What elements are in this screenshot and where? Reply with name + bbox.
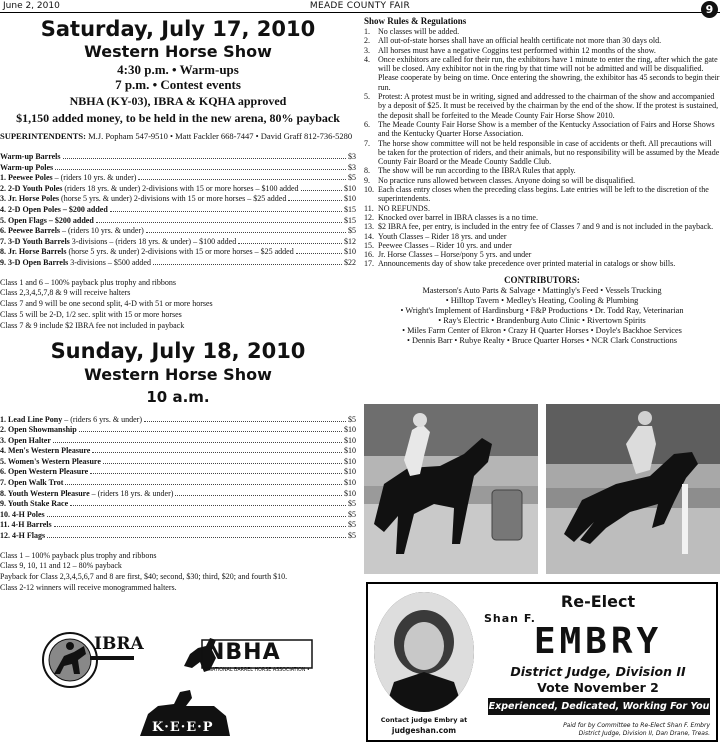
sunday-show-title: Western Horse Show	[84, 364, 272, 384]
page-header	[0, 0, 720, 13]
event-note: – (riders 6 yrs. & under)	[62, 414, 142, 424]
contributors-list	[364, 286, 720, 346]
rule-number: 17.	[364, 259, 374, 269]
event-title: 3. Open Halter	[0, 435, 51, 445]
superintendents-names: M.J. Popham 547-9510 • Matt Fackler 668-7447 • David Graff 812-736-5280	[88, 131, 353, 141]
event-title: Warm-up Barrels	[0, 152, 61, 161]
event-row	[0, 205, 356, 216]
event-fee: $10	[344, 194, 356, 204]
event-title: 6. Open Western Pleasure	[0, 467, 89, 477]
event-name	[0, 184, 299, 195]
event-title: 5. Open Flags – $200 added	[0, 215, 94, 225]
keep-logo	[134, 684, 234, 740]
rule-number: 3.	[364, 45, 370, 55]
contributor-line: • Dennis Barr • Rubye Realty • Bruce Quarter Horses • NCR Clark Constructions	[407, 335, 677, 345]
event-fee: $15	[344, 204, 356, 214]
event-row	[0, 163, 356, 174]
event-row	[0, 436, 356, 447]
rule-number: 9.	[364, 175, 370, 185]
event-row	[0, 237, 356, 248]
event-fee: $5	[348, 226, 356, 236]
ad-vote-date: Vote November 2	[537, 680, 659, 695]
embry-campaign-ad	[366, 582, 718, 742]
note-line: Class 9, 10, 11 and 12 – 80% payback	[0, 561, 122, 571]
rule-text: All out-of-state horses shall have an official health certificate not more than 30 days old.	[378, 36, 662, 46]
rule-number: 13.	[364, 222, 374, 232]
rule-item	[364, 55, 720, 92]
event-name	[0, 520, 52, 531]
event-row	[0, 226, 356, 237]
event-row	[0, 216, 356, 227]
ad-first-name: Shan F.	[484, 612, 536, 625]
event-title: 10. 4-H Poles	[0, 509, 45, 519]
event-title: 3. Jr. Horse Poles	[0, 194, 60, 204]
ibra-logo	[40, 626, 144, 690]
rule-item	[364, 213, 720, 222]
event-title: Warm-up Poles	[0, 162, 54, 172]
event-name	[0, 510, 45, 521]
rule-text: Protest: A protest must be in writing, signed and addressed to the chairman of the show and accompanied by a deposit of $25. It must be received by the chairman by the end of the show. If the protest is sustained, the deposit shall be forfeited to the Meade County Fair Horse Show 2010.	[378, 92, 719, 120]
event-name	[0, 425, 77, 436]
event-name	[0, 499, 68, 510]
rule-item	[364, 241, 720, 250]
rule-text: Peewee Classes – Rider 10 yrs. and under	[378, 240, 512, 250]
event-title: 2. 2-D Youth Poles	[0, 183, 63, 193]
sunday-time: 10 a.m.	[146, 387, 210, 406]
event-row	[0, 489, 356, 500]
event-name	[0, 258, 151, 269]
event-note: – (riders 10 yrs. & under)	[52, 173, 137, 183]
rule-text: NO REFUNDS.	[378, 203, 431, 213]
event-name	[0, 226, 144, 237]
event-title: 4. 2-D Open Poles – $200 added	[0, 204, 108, 214]
event-row	[0, 194, 356, 205]
nbha-logo-subtitle: • NATIONAL BARREL HORSE ASSOCIATION •	[204, 668, 310, 673]
event-fee: $10	[344, 183, 356, 193]
event-note: 3-divisions – $500 added	[68, 257, 151, 267]
ad-reelect: Re-Elect	[560, 592, 636, 611]
rule-item	[364, 92, 720, 120]
rule-number: 11.	[364, 203, 374, 213]
rule-item	[364, 259, 720, 268]
event-title: 1. Peewee Poles	[0, 173, 53, 183]
event-name	[0, 237, 236, 248]
event-note: 3-divisions – (riders 18 yrs. & under) – $100 added	[69, 236, 237, 246]
event-name	[0, 216, 94, 227]
event-row	[0, 152, 356, 163]
event-name	[0, 173, 136, 184]
saturday-warmup-time: 4:30 p.m. • Warm-ups	[117, 62, 239, 77]
event-title: 11. 4-H Barrels	[0, 520, 52, 530]
event-row	[0, 247, 356, 258]
ibra-logo-text: IBRA	[94, 634, 144, 654]
event-name	[0, 163, 53, 174]
rule-text: Knocked over barrel in IBRA classes is a no time.	[378, 212, 538, 222]
event-row	[0, 467, 356, 478]
event-row	[0, 425, 356, 436]
event-fee: $10	[344, 478, 356, 488]
rule-number: 4.	[364, 54, 370, 64]
event-title: 4. Men's Western Pleasure	[0, 446, 91, 456]
rule-number: 8.	[364, 166, 370, 176]
event-title: 7. 3-D Youth Barrels	[0, 236, 70, 246]
event-name	[0, 531, 45, 542]
right-column	[364, 16, 720, 346]
rule-item	[364, 36, 720, 45]
sunday-event-list	[0, 415, 356, 542]
nbha-logo	[180, 628, 316, 684]
rule-item	[364, 222, 720, 231]
event-title: 1. Lead Line Pony	[0, 414, 63, 424]
saturday-contest-time: 7 p.m. • Contest events	[115, 77, 241, 92]
event-title: 9. 3-D Open Barrels	[0, 257, 69, 267]
ad-paid-treasurer: District Judge, Division II, Dan Drane, Treas.	[578, 730, 710, 737]
event-fee: $10	[344, 456, 356, 466]
event-row	[0, 446, 356, 457]
rules-heading: Show Rules & Regulations	[364, 16, 467, 26]
rule-text: The horse show committee will not be held responsible in case of accidents or theft. All precautions will be taken for the protection of riders, and their animals, but no responsibility will be assumed by the Meade County Fair Board or the Meade County Saddle Club.	[378, 138, 720, 167]
rule-text: Announcements day of show take precedence over printed material in catalogs or show bills.	[378, 259, 676, 269]
event-row	[0, 520, 356, 531]
rule-text: $2 IBRA fee, per entry, is included in the entry fee of Classes 7 and 9 and is not included in the payback.	[378, 222, 714, 232]
left-column	[0, 16, 356, 594]
event-row	[0, 478, 356, 489]
event-fee: $5	[348, 173, 356, 183]
ad-website: judgeshan.com	[391, 726, 457, 735]
event-title: 9. Youth Stake Race	[0, 499, 69, 509]
rule-item	[364, 27, 720, 36]
barrel-racing-photo-1	[364, 404, 538, 574]
issue-date: June 2, 2010	[3, 1, 60, 11]
event-fee: $5	[348, 499, 356, 509]
note-line: Payback for Class 2,3,4,5,6,7 and 8 are first, $40; second, $30; third, $20; and fourth $10.	[0, 572, 288, 582]
rule-number: 10.	[364, 185, 374, 195]
rule-item	[364, 250, 720, 259]
contributor-line: • Ray's Electric • Brandenburg Auto Clinic • Rivertown Spirits	[438, 315, 646, 325]
rule-text: Youth Classes – Rider 18 yrs. and under	[378, 231, 507, 241]
saturday-title: Saturday, July 17, 2010	[40, 17, 316, 41]
event-note: (riders 18 yrs. & under) 2-divisions with 15 or more horses – $100 added	[62, 183, 299, 193]
event-fee: $10	[344, 425, 356, 435]
rule-number: 15.	[364, 240, 374, 250]
saturday-approved: NBHA (KY-03), IBRA & KQHA approved	[69, 94, 287, 108]
event-row	[0, 531, 356, 542]
rule-item	[364, 232, 720, 241]
event-row	[0, 258, 356, 269]
superintendents-label: SUPERINTENDENTS:	[0, 131, 86, 141]
publication-section: MEADE COUNTY FAIR	[309, 1, 411, 11]
photo-strip	[364, 404, 720, 574]
superintendents-line	[0, 131, 356, 142]
event-name	[0, 489, 173, 500]
contributor-line: • Hilltop Tavern • Medley's Heating, Cooling & Plumbing	[445, 295, 639, 305]
event-name	[0, 467, 88, 478]
rule-item	[364, 185, 720, 204]
contributor-line: Masterson's Auto Parts & Salvage • Mattingly's Feed • Vessels Trucking	[422, 285, 662, 295]
note-line: Class 5 will be 2-D, 1/2 sec. split with 15 or more horses	[0, 309, 182, 319]
rule-number: 14.	[364, 231, 374, 241]
event-fee: $5	[348, 531, 356, 541]
rule-number: 7.	[364, 138, 370, 148]
note-line: Class 2-12 winners will receive monogrammed halters.	[0, 583, 177, 593]
rule-number: 12.	[364, 212, 374, 222]
rule-item	[364, 46, 720, 55]
sponsor-logos	[0, 624, 356, 744]
event-row	[0, 415, 356, 426]
candidate-portrait	[374, 592, 474, 712]
event-name	[0, 457, 101, 468]
rule-text: Each class entry closes when the preceding class begins. Late entries will be left to the discretion of the superintendents.	[378, 185, 709, 204]
event-fee: $5	[348, 520, 356, 530]
keep-logo-text: K·E·E·P	[152, 720, 214, 735]
contributors-heading: CONTRIBUTORS:	[504, 274, 580, 285]
event-note: – (riders 10 yrs. & under)	[60, 226, 144, 236]
event-fee: $10	[344, 446, 356, 456]
event-row	[0, 184, 356, 195]
saturday-event-list	[0, 152, 356, 269]
nbha-logo-text: NBHA	[206, 640, 281, 665]
rule-text: The show will be run according to the IBRA Rules that apply.	[378, 166, 576, 176]
event-fee: $10	[344, 247, 356, 257]
contributor-line: • Wright's Implement of Hardinsburg • F&P Productions • Dr. Todd Ray, Veterinarian	[400, 305, 684, 315]
note-line: Class 1 and 6 – 100% payback plus trophy and ribbons	[0, 277, 176, 287]
rule-number: 5.	[364, 92, 370, 102]
rule-text: No practice runs allowed between classes. Anyone doing so will be disqualified.	[378, 175, 636, 185]
event-fee: $10	[344, 435, 356, 445]
sunday-title: Sunday, July 18, 2010	[50, 338, 306, 363]
rule-number: 16.	[364, 250, 374, 260]
event-fee: $22	[344, 257, 356, 267]
event-name	[0, 247, 294, 258]
event-title: 12. 4-H Flags	[0, 531, 46, 541]
saturday-show-title: Western Horse Show	[84, 42, 272, 61]
event-name	[0, 415, 142, 426]
note-line: Class 1 – 100% payback plus trophy and ribbons	[0, 550, 157, 560]
event-name	[0, 446, 90, 457]
event-fee: $10	[344, 488, 356, 498]
event-title: 5. Women's Western Pleasure	[0, 456, 101, 466]
rule-item	[364, 139, 720, 167]
saturday-notes	[0, 278, 356, 332]
ad-slogan: Experienced, Dedicated, Working For You	[488, 698, 710, 715]
event-title: 7. Open Walk Trot	[0, 478, 64, 488]
rule-item	[364, 204, 720, 213]
event-fee: $15	[344, 215, 356, 225]
rule-number: 6.	[364, 119, 370, 129]
rule-number: 1.	[364, 27, 370, 36]
event-name	[0, 194, 286, 205]
event-name	[0, 436, 51, 447]
note-line: Class 2,3,4,5,7,8 & 9 will receive halters	[0, 288, 131, 298]
rule-item	[364, 120, 720, 139]
rule-number: 2.	[364, 36, 370, 46]
event-name	[0, 152, 61, 163]
event-row	[0, 457, 356, 468]
event-fee: $10	[344, 467, 356, 477]
rule-item	[364, 176, 720, 185]
contributor-line: • Miles Farm Center of Ekron • Crazy H Quarter Horses • Doyle's Backhoe Services	[402, 325, 682, 335]
rule-text: The Meade County Fair Horse Show is a member of the Kentucky Association of Fairs and Horse Shows and the Kentucky Quarter Horse Association.	[378, 119, 715, 139]
rules-list	[364, 27, 720, 269]
event-row	[0, 173, 356, 184]
ad-contact-line: Contact judge Embry at	[380, 716, 468, 724]
barrel-racing-photo-2	[546, 404, 720, 574]
event-note: (horse 5 yrs. & under) 2-divisions with 15 or more horses – $25 added	[66, 247, 294, 257]
event-title: 8. Jr. Horse Barrels	[0, 247, 67, 257]
event-fee: $3	[348, 152, 356, 161]
rule-text: Jr. Horse Classes – Horse/pony 5 yrs. and under	[378, 250, 532, 260]
event-note: (horse 5 yrs. & under) 2-divisions with 15 or more horses – $25 added	[59, 194, 287, 204]
event-name	[0, 478, 63, 489]
event-fee: $5	[348, 414, 356, 424]
rule-text: All horses must have a negative Coggins test performed within 12 months of the show.	[378, 45, 656, 55]
event-title: 8. Youth Western Pleasure	[0, 488, 90, 498]
event-name	[0, 205, 108, 216]
note-line: Class 7 & 9 include $2 IBRA fee not included in payback	[0, 320, 185, 330]
ad-paid-for: Paid for by Committee to Re-Elect Shan F. Embry	[563, 722, 710, 729]
rule-item	[364, 166, 720, 175]
rule-text: Once exhibitors are called for their run, the exhibitors have 1 minute to enter the ring, after which the gate will be closed. Any exhibitor not in the ring by that time will not be admitted and will be disqualified. Please cooperate by being on time. Once entering the showring, the exhibitor has 45 seconds to begin their run.	[378, 54, 720, 92]
event-title: 6. Peewee Barrels	[0, 226, 61, 236]
note-line: Class 7 and 9 will be one second split, 4-D with 51 or more horses	[0, 299, 213, 309]
ad-office: District Judge, Division II	[510, 664, 686, 679]
event-title: 2. Open Showmanship	[0, 425, 77, 435]
event-row	[0, 510, 356, 521]
event-note: – (riders 18 yrs. & under)	[89, 488, 174, 498]
sunday-notes	[0, 551, 356, 594]
event-fee: $3	[348, 162, 356, 172]
event-fee: $5	[348, 509, 356, 519]
event-fee: $12	[344, 236, 356, 246]
ad-last-name: EMBRY	[533, 621, 663, 662]
page-number-badge: 9	[701, 1, 718, 18]
event-row	[0, 499, 356, 510]
saturday-added-money: $1,150 added money, to be held in the new arena, 80% payback	[16, 111, 340, 125]
rule-text: No classes will be added.	[378, 27, 460, 36]
